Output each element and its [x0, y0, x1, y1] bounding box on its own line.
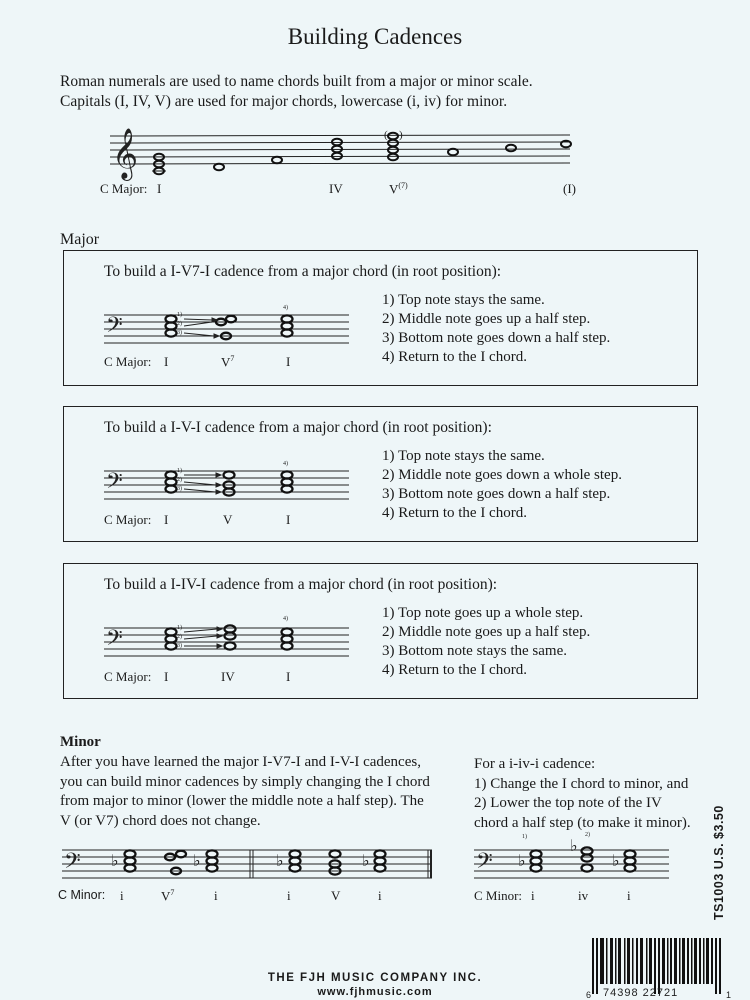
step-1: 1) Top note goes up a whole step.	[382, 605, 584, 621]
step-3: 3) Bottom note goes down a half step.	[382, 486, 611, 502]
publisher-website: www.fjhmusic.com	[317, 986, 433, 998]
step-2: 2) Middle note goes up a half step.	[382, 311, 591, 327]
cadence-heading: To build a I-IV-I cadence from a major chord (in root position):	[104, 576, 498, 593]
chord-label: I	[164, 512, 169, 527]
major-heading: Major	[60, 231, 100, 248]
svg-text:4): 4)	[283, 616, 288, 622]
intro-line-2: Capitals (I, IV, V) are used for major chords, lowercase (i, iv) for minor.	[60, 93, 508, 110]
step-4: 4) Return to the I chord.	[382, 662, 527, 678]
key-label: C Major:	[104, 512, 152, 527]
flat-icon: ♭	[362, 851, 370, 870]
step-4: 4) Return to the I chord.	[382, 349, 527, 365]
cadence-steps	[382, 604, 590, 680]
minor-text-line: from major to minor (lower the middle note a half step). The	[60, 793, 424, 809]
svg-text:3): 3)	[177, 643, 182, 649]
flat-icon: ♭	[111, 851, 119, 870]
chord-label: I	[286, 669, 291, 684]
chord-label: V	[331, 888, 341, 903]
flat-icon: ♭	[612, 851, 620, 870]
chord-label: V	[223, 512, 233, 527]
cadence-box-I-V7-I	[63, 250, 698, 386]
chord-label: IV	[221, 669, 235, 684]
svg-text:1): 1)	[177, 312, 182, 318]
minor-iv-text	[474, 755, 691, 833]
svg-text:4): 4)	[283, 305, 288, 311]
bass-clef-icon: 𝄢	[106, 313, 123, 343]
chord-label: i	[378, 888, 382, 903]
key-label: C Major:	[104, 669, 152, 684]
chord-label: i	[214, 888, 218, 903]
chord-label-V7: $V^7$	[161, 888, 175, 904]
step-1: 1) Top note stays the same.	[382, 448, 545, 464]
flat-icon: ♭	[518, 851, 526, 870]
chord-label: i	[287, 888, 291, 903]
minor-text-line: V (or V7) chord does not change.	[60, 812, 261, 829]
flat-icon: ♭	[193, 851, 201, 870]
chord-label: I	[286, 354, 291, 369]
step-3: 3) Bottom note goes down a half step.	[382, 330, 611, 346]
chord-label: I	[164, 354, 169, 369]
scale-key-label: C Major:	[100, 181, 148, 196]
cadence-steps	[382, 291, 610, 367]
minor-key-label: C Minor:	[474, 888, 523, 903]
svg-text:2): 2)	[177, 321, 182, 327]
c-minor-staff-2	[474, 832, 674, 890]
svg-text:2): 2)	[177, 634, 182, 640]
chord-label-V7: $V^7$	[221, 354, 235, 370]
svg-text:1: 1	[726, 990, 732, 1000]
chord-label: i	[531, 888, 535, 903]
c-minor-staff-1	[62, 845, 442, 890]
svg-text:3): 3)	[177, 486, 182, 492]
flat-icon: ♭	[570, 836, 578, 855]
scale-chord-IV: IV	[329, 181, 343, 196]
bass-staff-I-V7-I	[104, 306, 354, 356]
scale-chord-I: I	[157, 181, 162, 196]
intro-text	[60, 72, 533, 112]
bass-staff-I-IV-I	[104, 616, 354, 669]
page-title: Building Cadences	[287, 24, 463, 49]
minor-iv-line: chord a half step (to make it minor).	[474, 814, 691, 831]
cadence-box-I-IV-I	[63, 563, 698, 699]
bass-clef-icon: 𝄢	[106, 469, 123, 499]
chord-label: I	[286, 512, 291, 527]
minor-text-line: you can build minor cadences by simply changing the I chord	[60, 773, 430, 790]
minor-heading: Minor	[60, 734, 101, 750]
chord-label: i	[120, 888, 124, 903]
bass-clef-icon: 𝄢	[106, 626, 123, 656]
svg-text:4): 4)	[283, 461, 288, 467]
svg-text:1): 1)	[177, 468, 182, 474]
cadence-steps	[382, 447, 622, 523]
svg-text:2): 2)	[585, 832, 590, 838]
publisher-name: THE FJH MUSIC COMPANY INC.	[267, 972, 483, 984]
svg-text:(: (	[384, 129, 388, 141]
svg-text:1): 1)	[177, 625, 182, 631]
minor-text	[60, 753, 430, 831]
step-3: 3) Bottom note stays the same.	[382, 643, 567, 659]
minor-text-line: After you have learned the major I-V7-I and I-V-I cadences,	[60, 754, 421, 770]
svg-text:3): 3)	[177, 330, 182, 336]
minor-key-label: C Minor:	[58, 888, 106, 902]
scale-chord-V7: $V^{(7)}$	[389, 181, 408, 197]
key-label: C Major:	[104, 354, 152, 369]
intro-line-1: Roman numerals are used to name chords built from a major or minor scale.	[60, 73, 533, 90]
treble-clef-icon: 𝄞	[112, 128, 139, 179]
svg-text:6: 6	[586, 990, 592, 1000]
svg-text:1): 1)	[522, 834, 527, 840]
cadence-box-I-V-I	[63, 406, 698, 542]
step-2: 2) Middle note goes down a whole step.	[382, 467, 622, 483]
cadence-heading: To build a I-V-I cadence from a major chord (in root position):	[104, 419, 492, 436]
chord-label: i	[627, 888, 631, 903]
svg-text:2): 2)	[177, 477, 182, 483]
step-4: 4) Return to the I chord.	[382, 505, 527, 521]
scale-chord-I-paren: (I)	[563, 181, 576, 196]
minor-iv-line: 2) Lower the top note of the IV	[474, 795, 662, 811]
chord-label: iv	[578, 888, 589, 903]
bass-clef-icon: 𝄢	[476, 849, 493, 879]
minor-iv-line: 1) Change the I chord to minor, and	[474, 775, 689, 792]
barcode-icon	[586, 938, 746, 1000]
bass-staff-I-V-I	[104, 462, 354, 512]
flat-icon: ♭	[276, 851, 284, 870]
svg-text:74398 22721: 74398 22721	[603, 987, 679, 999]
cadence-heading: To build a I-V7-I cadence from a major chord (in root position):	[104, 263, 502, 280]
minor-iv-line: For a i-iv-i cadence:	[474, 756, 596, 772]
chord-label: I	[164, 669, 169, 684]
bass-clef-icon: 𝄢	[64, 849, 81, 879]
svg-text:): )	[399, 129, 403, 141]
step-1: 1) Top note stays the same.	[382, 292, 545, 308]
catalog-price: TS1003 U.S. $3.50	[712, 805, 726, 920]
step-2: 2) Middle note goes up a half step.	[382, 624, 591, 640]
